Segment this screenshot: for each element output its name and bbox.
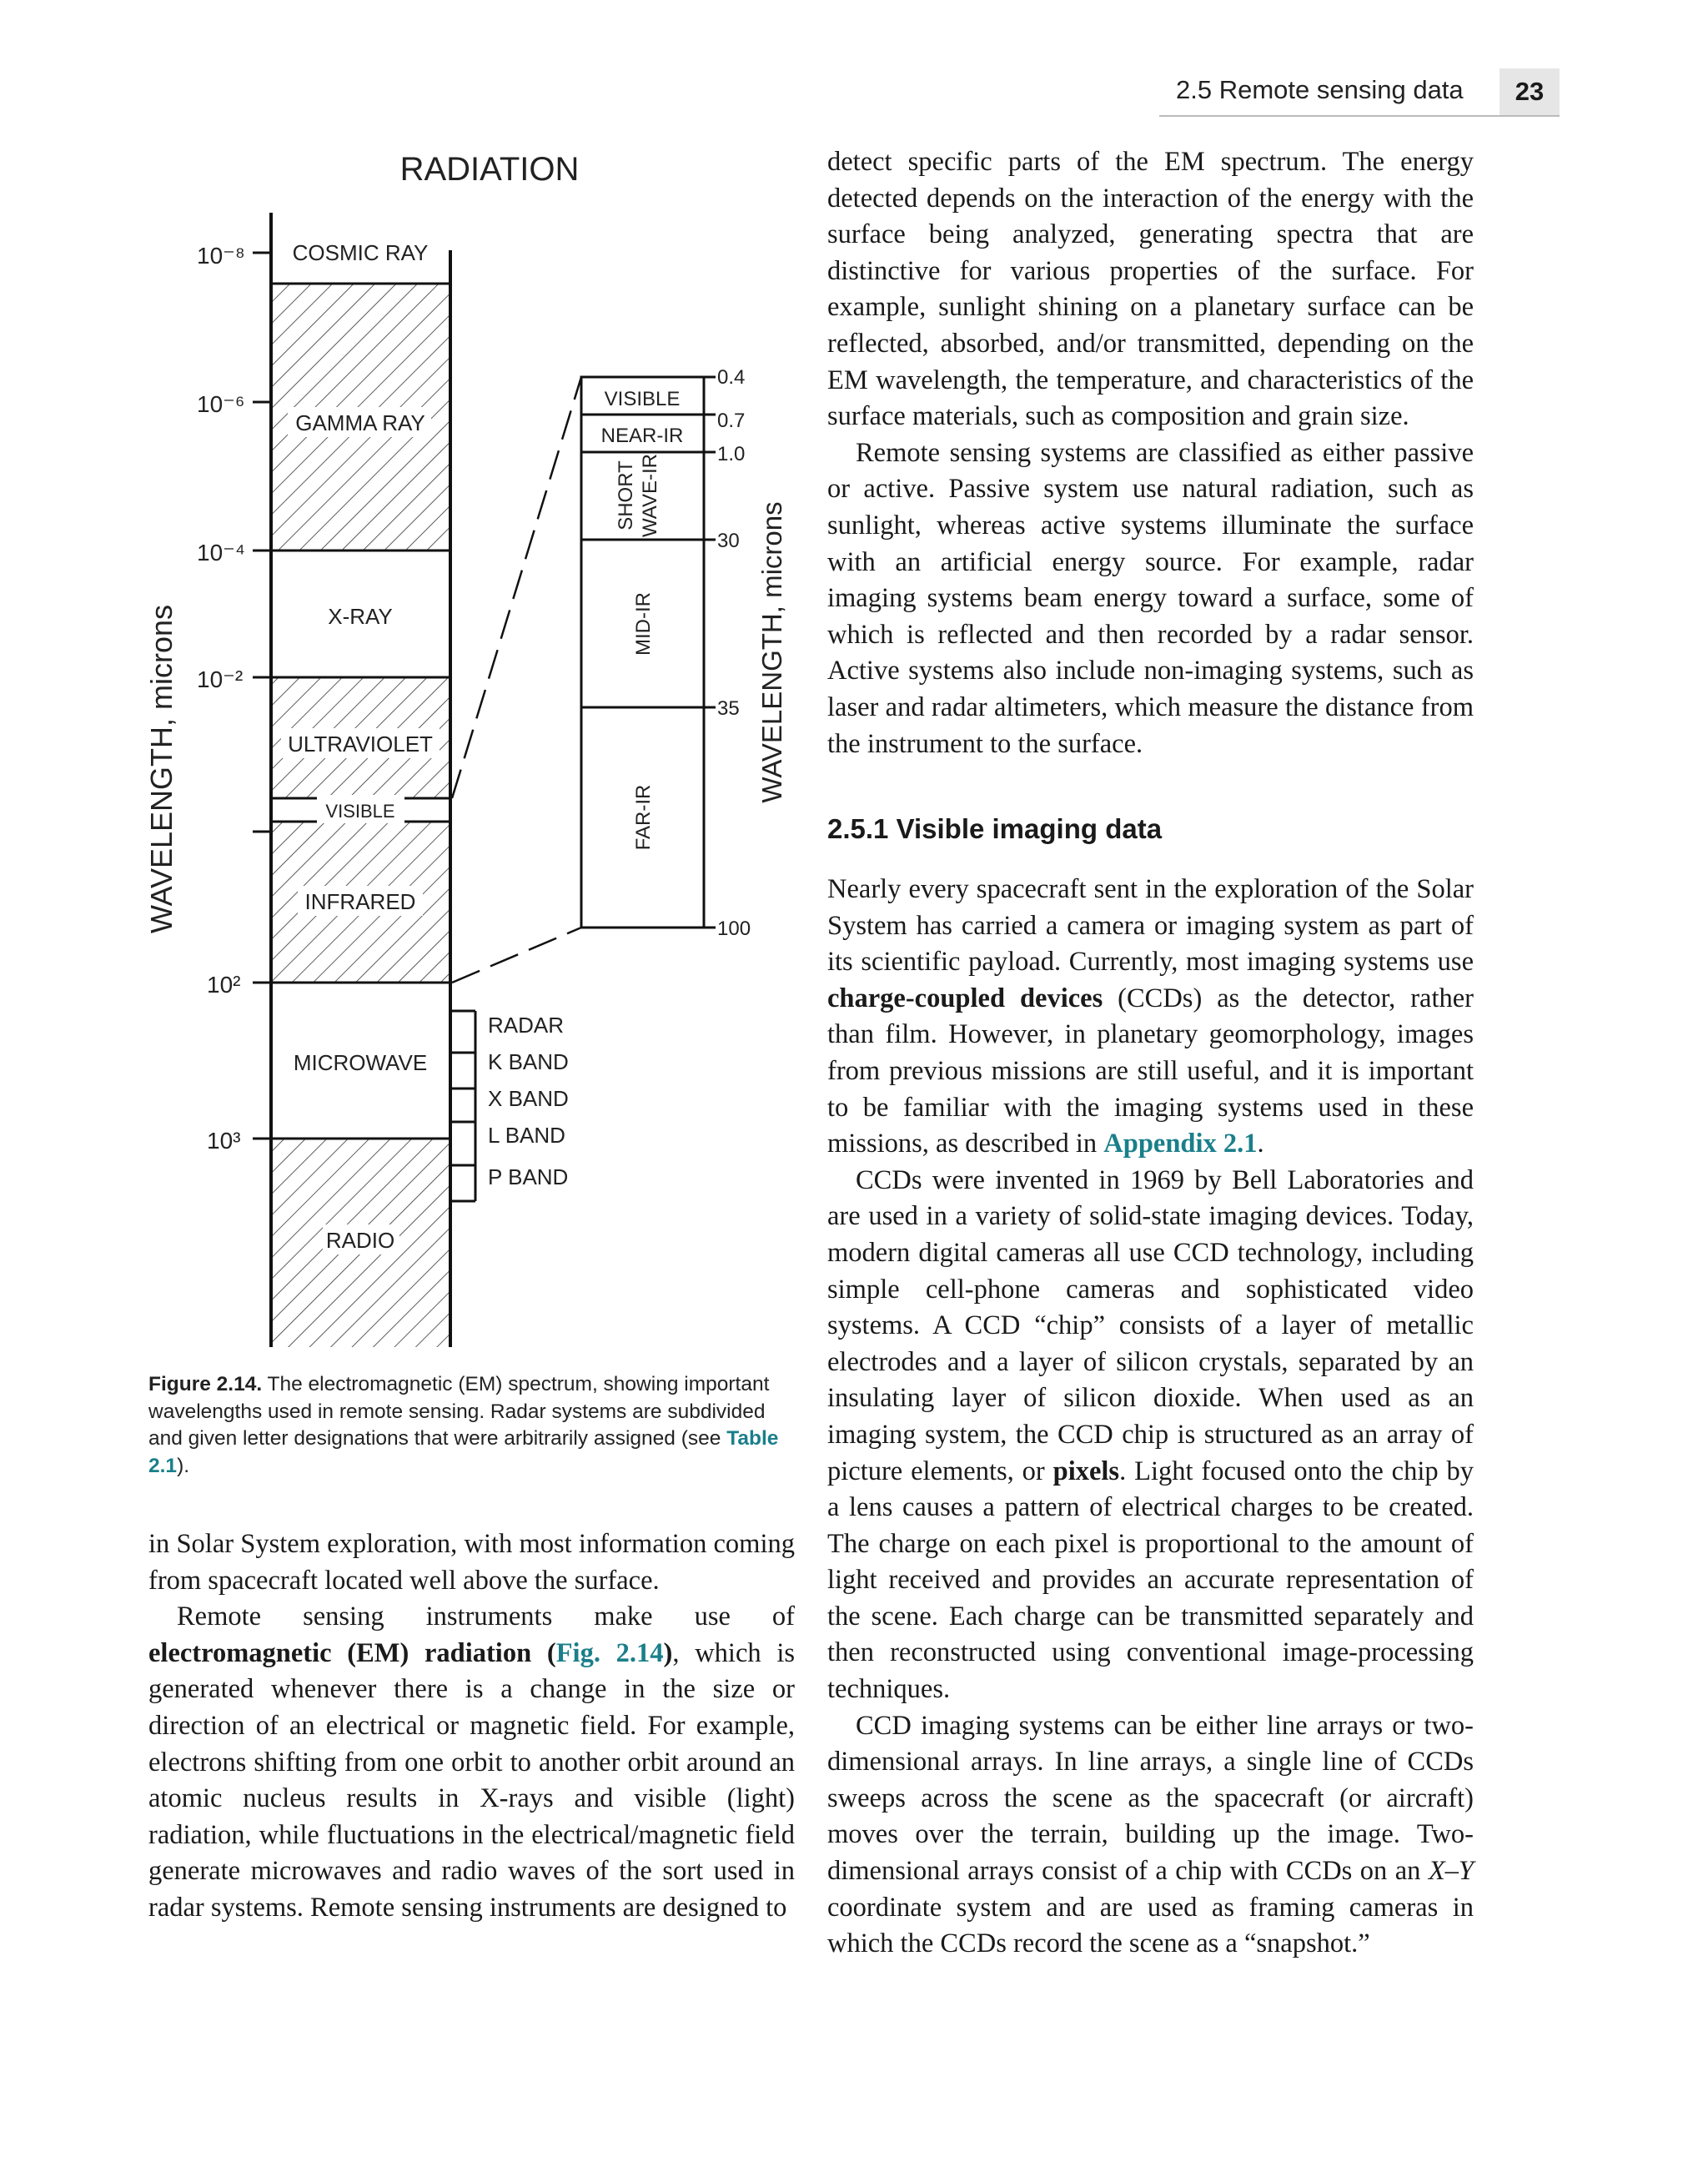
- detail-label-visible: VISIBLE: [604, 388, 681, 410]
- tick-label-1e-8: 10⁻⁸: [197, 243, 245, 269]
- detail-tick-0-4: 0.4: [717, 366, 746, 389]
- paragraph: in Solar System exploration, with most information coming from spacecraft located well above the surface.: [148, 1529, 795, 1596]
- left-column: [148, 1526, 795, 1927]
- band-label-x-ray: X-RAY: [328, 604, 393, 629]
- text-run: .: [1257, 1129, 1264, 1159]
- detail-label-near-ir: NEAR-IR: [600, 425, 684, 447]
- radar-ladder: [450, 1011, 475, 1201]
- paragraph: [827, 1163, 1474, 1708]
- l-band-label: L BAND: [488, 1123, 565, 1148]
- tick-label-1e3: 10³: [207, 1128, 241, 1154]
- fig-2-14-link[interactable]: Fig. 2.14: [555, 1637, 664, 1668]
- detail-tick-0-7: 0.7: [717, 410, 746, 432]
- term-pixels: pixels: [1052, 1456, 1120, 1486]
- detail-tick-100: 100: [717, 918, 751, 940]
- paragraph: [827, 872, 1474, 1163]
- term-em-radiation: electromagnetic (EM) radiation: [148, 1637, 532, 1668]
- p-band-label: P BAND: [488, 1164, 569, 1189]
- text-run: coordinate system and are used as framing cameras in which the CCDs record the scene as a “snapshot.”: [827, 1892, 1474, 1959]
- text-run: Nearly every spacecraft sent in the exploration of the Solar System has carried a camera or imaging system as part of its scientific payload. Currently, most imaging systems use: [827, 874, 1474, 978]
- band-label-ultraviolet: ULTRAVIOLET: [288, 732, 433, 757]
- running-head-section: 2.5 Remote sensing data: [1176, 75, 1464, 104]
- table-2-1-link[interactable]: Table 2.1: [148, 1427, 779, 1477]
- detail-label-wave-ir: WAVE-IR: [639, 454, 661, 537]
- right-column-bottom: [827, 872, 1474, 1963]
- k-band-label: K BAND: [488, 1049, 569, 1074]
- text-run: Remote sensing instruments make use of: [177, 1601, 795, 1632]
- paragraph: Remote sensing systems are classified as either passive or active. Passive system use natural radiation, such as sunlight, whereas active systems illuminate the surface with an artificial energy source. For example, radar imaging systems beam energy toward a surface, some of which is reflected and then recorded by a radar sensor. Active systems also include non-imaging systems, such as laser and radar altimeters, which measure the distance from the instrument to the surface.: [827, 437, 1474, 759]
- paragraph: detect specific parts of the EM spectrum. The energy detected depends on the interaction of the energy with the surface being analyzed, generating spectra that are distinctive for various properties of the surface. For example, sunlight shining on a planetary surface can be reflected, absorbed, and/or transmitted, depending on the EM wavelength, the temperature, and characteristics of the surface materials, such as composition and grain size.: [827, 147, 1474, 432]
- detail-tick-35: 35: [717, 697, 740, 720]
- page-number: 23: [1500, 68, 1560, 115]
- caption-end: ).: [177, 1454, 190, 1477]
- right-axis-label: WAVELENGTH, microns: [756, 501, 787, 803]
- appendix-2-1-link[interactable]: Appendix 2.1: [1103, 1129, 1258, 1159]
- detail-label-short: SHORT: [615, 460, 637, 530]
- detail-tick-30: 30: [717, 530, 740, 552]
- tick-label-1e-6: 10⁻⁶: [197, 391, 245, 417]
- caption-label: Figure 2.14.: [148, 1373, 263, 1395]
- text-run: (: [531, 1637, 556, 1668]
- left-tick-marks: [253, 253, 271, 1139]
- right-column-top: [827, 144, 1474, 762]
- figure-title: RADIATION: [399, 151, 580, 188]
- detail-label-mid-ir: MID-IR: [632, 592, 655, 656]
- x-band-label: X BAND: [488, 1086, 569, 1111]
- expansion-line-bottom: [452, 928, 581, 983]
- band-label-infrared: INFRARED: [304, 889, 416, 914]
- paragraph: [148, 1599, 795, 1926]
- text-run: ): [663, 1637, 673, 1668]
- figure-caption: [148, 1371, 799, 1480]
- text-run: , which is generated whenever there is a change in the size or direction of an electrical or magnetic field. For example, electrons shifting from one orbit to another orbit around an atomic nucleus results in X-rays and visible (light) radiation, while fluctuations in the electrical/magnetic field generate microwaves and radio waves of the sort used in radar systems. Remote sensing instruments are designed to: [148, 1637, 795, 1923]
- detail-ticks: [704, 377, 716, 928]
- caption-text: The electromagnetic (EM) spectrum, showing important wavelengths used in remote sensing. Radar systems are subdivided and given letter designations that were arbitrarily assigned (see: [148, 1373, 770, 1450]
- left-axis-label: WAVELENGTH, microns: [144, 604, 178, 934]
- band-label-radio: RADIO: [325, 1228, 395, 1253]
- subsection-heading: 2.5.1 Visible imaging data: [827, 813, 1163, 844]
- tick-label-1e-2: 10⁻²: [197, 666, 244, 692]
- band-label-visible: VISIBLE: [325, 801, 395, 822]
- text-run: (CCDs) as the detector, rather than film. However, in planetary geomorphology, images from previous missions are still useful, and it is important to be familiar with the imaging systems used in these missions, as described in: [827, 983, 1474, 1159]
- radar-label: RADAR: [488, 1013, 565, 1038]
- detail-label-far-ir: FAR-IR: [632, 784, 655, 851]
- text-run: CCD imaging systems can be either line arrays or two-dimensional arrays. In line arrays, a single line of CCDs sweeps across the scene as the spacecraft (or aircraft) moves over the terrain, building up the image. Two-dimensional arrays consist of a chip with CCDs on an: [827, 1710, 1474, 1887]
- band-label-cosmic-ray: COSMIC RAY: [292, 240, 429, 265]
- term-ccd: charge-coupled devices: [827, 983, 1103, 1013]
- text-run: X–Y: [1428, 1856, 1474, 1887]
- detail-tick-1-0: 1.0: [717, 443, 746, 465]
- text-run: . Light focused onto the chip by a lens causes a pattern of electrical charges to be created. The charge on each pixel is proportional to the amount of light received and provides an accurate representation of the scene. Each charge can be transmitted separately and then reconstructed using conventional image-processing techniques.: [827, 1456, 1474, 1705]
- expansion-line-top: [452, 377, 581, 798]
- tick-label-1e2: 10²: [207, 972, 241, 998]
- text-run: CCDs were invented in 1969 by Bell Laboratories and are used in a variety of solid-state imaging devices. Today, modern digital cameras all use CCD technology, including simple cell-phone cameras and sophisticated video systems. A CCD “chip” consists of a layer of metallic electrodes and a layer of silicon crystals, separated by an insulating layer of silicon dioxide. When used as an imaging system, the CCD chip is structured as an array of picture elements, or: [827, 1164, 1474, 1486]
- tick-label-1e-4: 10⁻⁴: [197, 540, 245, 566]
- paragraph: [827, 1708, 1474, 1963]
- band-label-gamma-ray: GAMMA RAY: [295, 410, 425, 435]
- band-label-microwave: MICROWAVE: [293, 1050, 428, 1075]
